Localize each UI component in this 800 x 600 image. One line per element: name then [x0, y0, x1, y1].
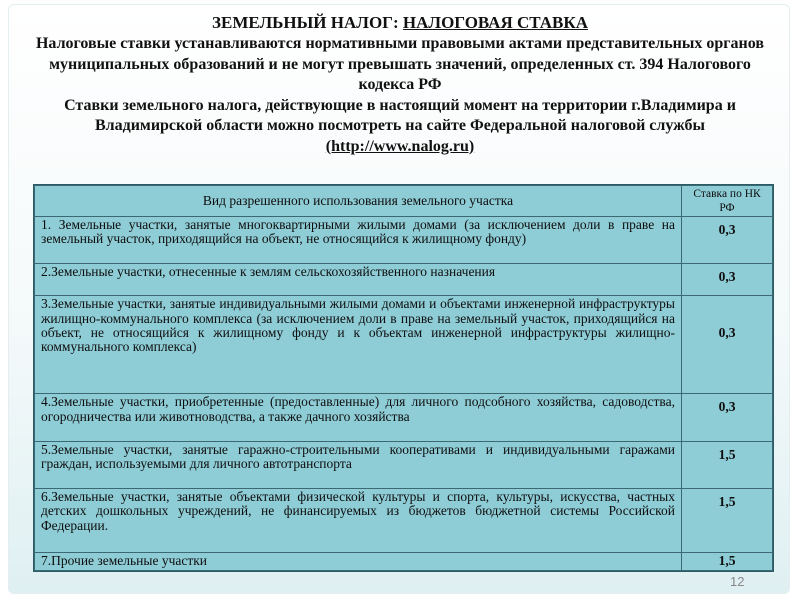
table-row [35, 296, 773, 394]
table-row [35, 394, 773, 441]
rate-cell: 0,3 [682, 296, 773, 394]
land-use-cell: 6.Земельные участки, занятые объектами физической культуры и спорта, культуры, искусства, частных детских дошкольных учреждений, не финансируемых из бюджетов бюджетной системы Российской Федерации. [35, 489, 682, 553]
land-use-cell: 4.Земельные участки, приобретенные (предоставленные) для личного подсобного хозяйства, садоводства, огородничества или животноводства, а также дачного хозяйства [35, 394, 682, 441]
table-row [35, 553, 773, 571]
table-row [35, 264, 773, 296]
paragraph-current-rates [20, 96, 780, 158]
land-use-cell: 2.Земельные участки, отнесенные к землям сельскохозяйственного назначения [35, 264, 682, 296]
table-row [35, 441, 773, 488]
land-use-cell: 5.Земельные участки, занятые гаражно-строительными кооперативами и индивидуальными гаражами граждан, используемыми для личного автотранспорта [35, 441, 682, 488]
land-use-cell: 3.Земельные участки, занятые индивидуальными жилыми домами и объектами инженерной инфраструктуры жилищно-коммунального комплекса (за исключением доли в праве на земельный участок, приходящийся на объект, не относящийся к жилищному фонду и к объектам инженерной инфраструктуры жилищно-коммунального комплекса) [35, 296, 682, 394]
column-header-rate: Ставка по НК РФ [682, 186, 773, 217]
table-row [35, 217, 773, 264]
rate-cell: 1,5 [682, 553, 773, 571]
rate-cell: 1,5 [682, 441, 773, 488]
rate-cell: 1,5 [682, 489, 773, 553]
title-prefix: ЗЕМЕЛЬНЫЙ НАЛОГ: [212, 13, 403, 32]
title-underlined: НАЛОГОВАЯ СТАВКА [402, 13, 588, 32]
page-number: 12 [730, 574, 745, 589]
land-use-cell: 7.Прочие земельные участки [35, 553, 682, 571]
nalog-link[interactable]: (http://www.nalog.ru) [325, 137, 475, 155]
rate-cell: 0,3 [682, 217, 773, 264]
paragraph-limits: Налоговые ставки устанавливаются нормативными правовыми актами представительных органов муниципальных образований и не могут превышать значений, определенных ст. 394 Налогового кодекса РФ [35, 35, 764, 93]
slide-header [20, 12, 780, 157]
slide-title [20, 12, 780, 34]
rates-table-container [33, 184, 774, 572]
rate-cell: 0,3 [682, 394, 773, 441]
table-row [35, 489, 773, 553]
column-header-land-use: Вид разрешенного использования земельного участка [35, 186, 682, 217]
table-header-row [35, 186, 773, 217]
rate-cell: 0,3 [682, 264, 773, 296]
rates-table [34, 185, 773, 571]
paragraph-current-rates-text: Ставки земельного налога, действующие в настоящий момент на территории г.Владимира и Владимирской области можно посмотреть на сайте Федеральной налоговой службы [64, 96, 736, 134]
land-use-cell: 1. Земельные участки, занятые многоквартирными жилыми домами (за исключением доли в праве на земельный участок, приходящийся на объект, не относящийся к жилищному фонду) [35, 217, 682, 264]
